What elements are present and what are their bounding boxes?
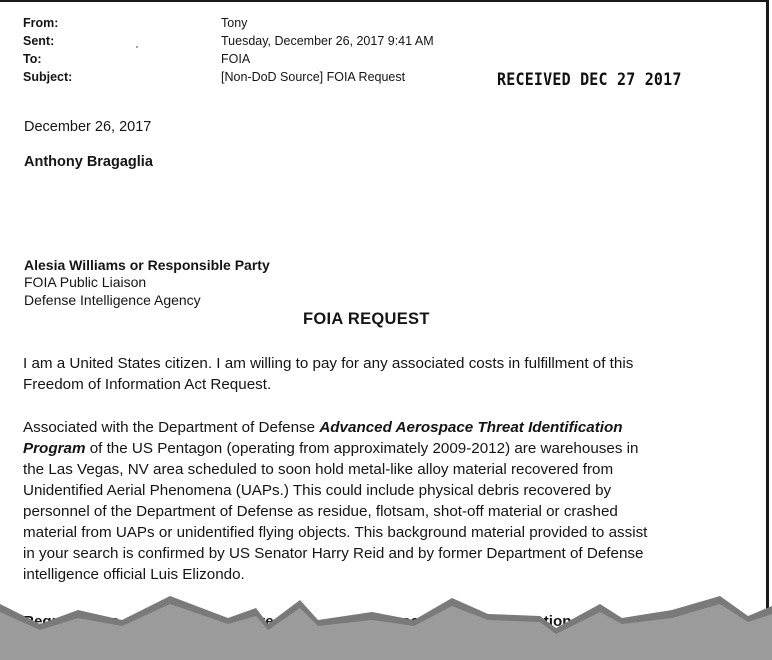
background-line-2-text: of the US Pentagon (operating from approximately 2009-2012) are warehouses in	[85, 440, 639, 457]
paragraph-background	[23, 417, 743, 585]
background-line-7: in your search is confirmed by US Senator Harry Reid and by former Department of Defense	[23, 545, 644, 562]
intro-line-2: Freedom of Information Act Request.	[23, 376, 272, 393]
background-line-5: personnel of the Department of Defense as residue, flotsam, shot-off material or crashed	[23, 503, 618, 520]
scan-speck	[136, 46, 138, 48]
recipient-title: FOIA Public Liaison	[24, 274, 147, 290]
background-line-4: Unidentified Aerial Phenomena (UAPs.) This could include physical debris recovered by	[23, 482, 612, 499]
background-line-1-text: Associated with the Department of Defense	[23, 419, 320, 436]
torn-edge	[0, 590, 772, 660]
from-label: From:	[23, 16, 59, 30]
to-value: FOIA	[221, 52, 251, 66]
program-name-part-1: Advanced Aerospace Threat Identification	[319, 419, 623, 436]
background-line-1	[23, 417, 743, 438]
sent-label: Sent:	[23, 34, 55, 48]
background-line-2	[23, 438, 743, 459]
to-label: To:	[23, 52, 42, 66]
background-line-8: intelligence official Luis Elizondo.	[23, 566, 245, 583]
received-stamp: RECEIVED DEC 27 2017	[497, 68, 682, 90]
intro-line-1: I am a United States citizen. I am willing to pay for any associated costs in fulfillment of this	[23, 355, 634, 372]
recipient-agency: Defense Intelligence Agency	[24, 292, 201, 308]
subject-value: [Non-DoD Source] FOIA Request	[221, 70, 406, 84]
page-title: FOIA REQUEST	[303, 310, 430, 328]
sent-value: Tuesday, December 26, 2017 9:41 AM	[221, 34, 434, 48]
sender-name: Anthony Bragaglia	[24, 154, 153, 170]
program-name-part-2: Program	[23, 440, 86, 457]
recipient-name: Alesia Williams or Responsible Party	[24, 257, 270, 273]
subject-label: Subject:	[23, 70, 73, 84]
letter-date: December 26, 2017	[24, 119, 152, 135]
background-line-3: the Las Vegas, NV area scheduled to soon hold metal-like alloy material recovered from	[23, 461, 614, 478]
background-line-6: material from UAPs or unidentified flying objects. This background material provided to assist	[23, 524, 648, 541]
from-value: Tony	[221, 16, 248, 30]
paragraph-intro	[23, 353, 743, 395]
